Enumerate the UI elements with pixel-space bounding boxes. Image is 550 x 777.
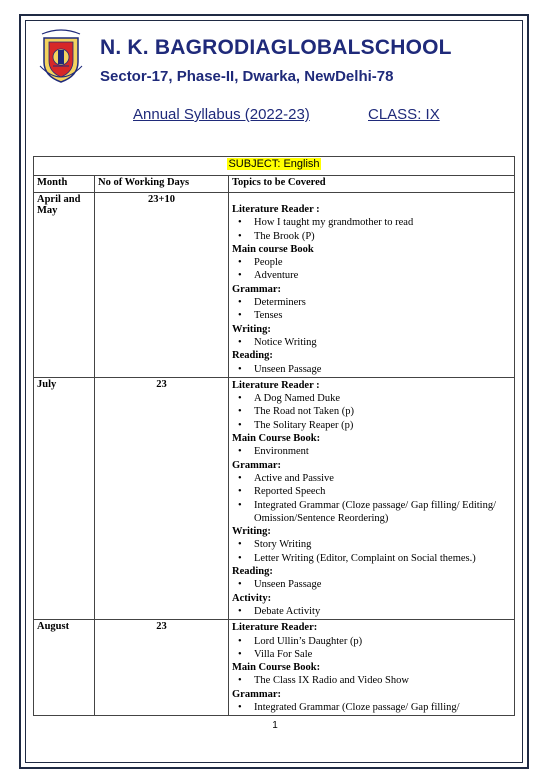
page-number: 1 [272, 720, 278, 731]
list-item: • Unseen Passage [254, 363, 511, 376]
syllabus-table [33, 156, 515, 716]
table-row [34, 620, 515, 716]
days-cell: 23+10 [95, 193, 229, 378]
list-item: • Unseen Passage [254, 578, 511, 591]
list-item: • Active and Passive [254, 472, 511, 485]
column-header-topics: Topics to be Covered [229, 176, 515, 193]
syllabus-title: Annual Syllabus (2022-23) [133, 106, 310, 123]
list-item: • Debate Activity [254, 605, 511, 618]
list-item: • Integrated Grammar (Cloze passage/ Gap filling/ Editing/ Omission/Sentence Reordering) [254, 499, 511, 526]
topic-list [232, 472, 511, 525]
column-header-month: Month [34, 176, 95, 193]
list-item: • The Solitary Reaper (p) [254, 419, 511, 432]
header-row [34, 176, 515, 193]
list-item: • Determiners [254, 296, 511, 309]
subject-cell [34, 157, 515, 176]
topic-list [232, 578, 511, 591]
subject-row [34, 157, 515, 176]
topic-list [232, 336, 511, 349]
topic-list [232, 701, 511, 714]
topic-list [232, 674, 511, 687]
list-item: • Reported Speech [254, 485, 511, 498]
section-heading: Reading: [232, 350, 273, 362]
section-heading: Main Course Book: [232, 662, 321, 674]
section-heading: Grammar: [232, 283, 281, 295]
section-heading: Grammar: [232, 459, 281, 471]
list-item: • Notice Writing [254, 336, 511, 349]
list-item: • A Dog Named Duke [254, 392, 511, 405]
list-item: • The Class IX Radio and Video Show [254, 674, 511, 687]
list-item: • Tenses [254, 309, 511, 322]
school-address: Sector-17, Phase-II, Dwarka, NewDelhi-78 [100, 68, 394, 85]
topics-cell [229, 193, 515, 378]
days-cell: 23 [95, 377, 229, 619]
section-heading: Literature Reader: [232, 622, 318, 634]
list-item: • The Brook (P) [254, 230, 511, 243]
school-name: N. K. BAGRODIAGLOBALSCHOOL [100, 36, 452, 59]
list-item: • Adventure [254, 269, 511, 282]
list-item: • Integrated Grammar (Cloze passage/ Gap filling/ [254, 701, 511, 714]
month-cell: July [34, 377, 95, 619]
column-header-days: No of Working Days [95, 176, 229, 193]
topic-list [232, 363, 511, 376]
list-item: • Villa For Sale [254, 648, 511, 661]
list-item: • Environment [254, 445, 511, 458]
topic-list [232, 392, 511, 432]
list-item: • Letter Writing (Editor, Complaint on Social themes.) [254, 552, 511, 565]
month-cell: April and May [34, 193, 95, 378]
section-heading: Reading: [232, 566, 273, 578]
list-item: • The Road not Taken (p) [254, 405, 511, 418]
topic-list [232, 216, 511, 243]
topic-list [232, 256, 511, 283]
list-item: • How I taught my grandmother to read [254, 216, 511, 229]
list-item: • Story Writing [254, 538, 511, 551]
topic-list [232, 538, 511, 565]
topic-list [232, 605, 511, 618]
section-heading: Writing: [232, 323, 271, 335]
section-heading: Grammar: [232, 688, 281, 700]
section-heading: Writing: [232, 526, 271, 538]
topic-list [232, 635, 511, 662]
section-heading: Literature Reader : [232, 204, 320, 215]
section-heading: Activity: [232, 592, 272, 604]
topic-list [232, 445, 511, 458]
section-heading: Literature Reader : [232, 379, 320, 391]
class-title: CLASS: IX [368, 106, 440, 123]
list-item: • Lord Ullin’s Daughter (p) [254, 635, 511, 648]
list-item: • People [254, 256, 511, 269]
table-row [34, 193, 515, 378]
school-crest-logo [32, 26, 90, 86]
subject-label: SUBJECT: English [228, 158, 320, 170]
section-heading: Main course Book [232, 243, 314, 255]
month-cell: August [34, 620, 95, 716]
days-cell: 23 [95, 620, 229, 716]
topics-cell [229, 620, 515, 716]
table-row [34, 377, 515, 619]
section-heading: Main Course Book: [232, 433, 321, 445]
topics-cell [229, 377, 515, 619]
topic-list [232, 296, 511, 323]
